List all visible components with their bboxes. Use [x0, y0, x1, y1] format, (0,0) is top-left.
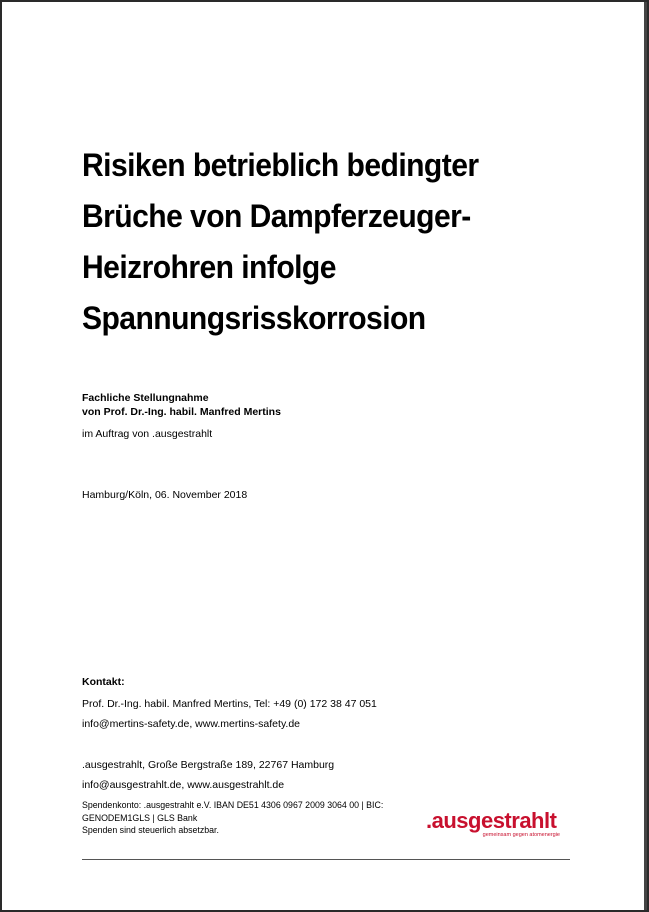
commission-text: im Auftrag von .ausgestrahlt: [82, 428, 213, 440]
contact-label: Kontakt:: [82, 676, 125, 688]
statement-author: von Prof. Dr.-Ing. habil. Manfred Mertins: [82, 406, 281, 418]
logo-wordmark: .ausgestrahlt: [426, 808, 557, 833]
contact-block: [82, 694, 377, 734]
org-web: info@ausgestrahlt.de, www.ausgestrahlt.de: [82, 779, 285, 791]
title-line: Spannungsrisskorrosion: [82, 300, 426, 336]
bank-line: GENODEM1GLS | GLS Bank: [82, 812, 198, 823]
bank-note: Spenden sind steuerlich absetzbar.: [82, 825, 219, 835]
org-block: [82, 755, 334, 795]
bank-block: [82, 799, 422, 837]
statement-block: [82, 391, 281, 419]
statement-type: Fachliche Stellungnahme: [82, 392, 209, 404]
title-line: Brüche von Dampferzeuger-: [82, 198, 471, 234]
footer-divider: [82, 859, 570, 860]
title-line: Risiken betrieblich bedingter: [82, 147, 479, 183]
contact-web: info@mertins-safety.de, www.mertins-safety.de: [82, 718, 301, 730]
place-date: Hamburg/Köln, 06. November 2018: [82, 489, 248, 501]
contact-person: Prof. Dr.-Ing. habil. Manfred Mertins, Tel: +49 (0) 172 38 47 051: [82, 698, 377, 710]
bank-line: Spendenkonto: .ausgestrahlt e.V. IBAN DE51 4306 0967 2009 3064 00 | BIC:: [82, 800, 384, 810]
title-line: Heizrohren infolge: [82, 249, 336, 285]
logo-tagline: gemeinsam gegen atomenergie: [482, 832, 560, 838]
document-title: [82, 140, 571, 344]
org-address: .ausgestrahlt, Große Bergstraße 189, 22767 Hamburg: [82, 759, 335, 771]
ausgestrahlt-logo: [426, 810, 566, 839]
